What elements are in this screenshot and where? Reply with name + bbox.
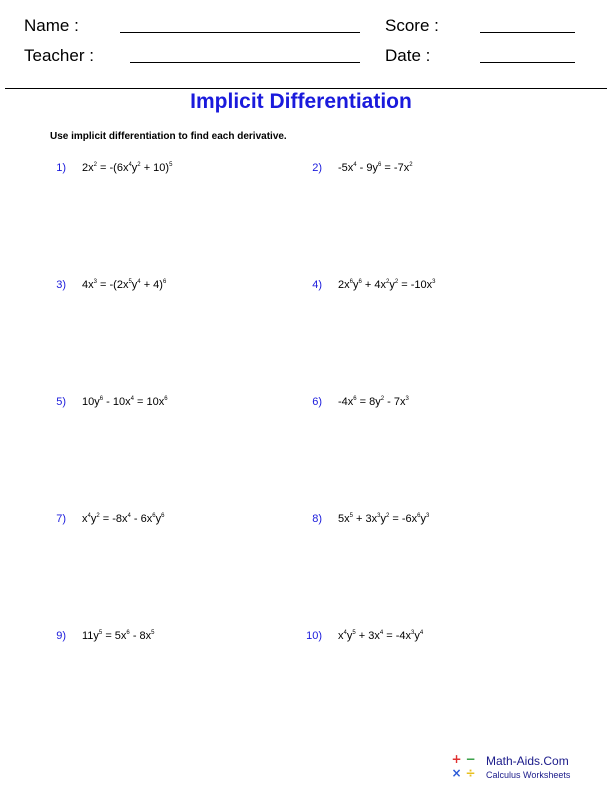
problem-equation: $11y^5 = 5x^6 - 8x^5$ <box>82 630 155 642</box>
problem-equation: $2x^6y^6 + 4x^2y^2 = -10x^3$ <box>338 279 436 291</box>
problem-equation: $x^4y^5 + 3x^4 = -4x^3y^4$ <box>338 630 424 642</box>
logo-name: Math-Aids.Com <box>486 754 569 768</box>
teacher-label: Teacher : <box>24 46 94 65</box>
problem-number: 1) <box>56 162 66 174</box>
problem-number: 8) <box>312 513 322 525</box>
problem-equation: $5x^5 + 3x^3y^2 = -6x^6y^3$ <box>338 513 430 525</box>
problem-number: 6) <box>312 396 322 408</box>
problem-number: 2) <box>312 162 322 174</box>
math-aids-logo <box>450 753 610 785</box>
problem-number: 9) <box>56 630 66 642</box>
divide-icon: ÷ <box>465 766 476 780</box>
times-icon: × <box>451 766 462 780</box>
teacher-line <box>130 62 360 63</box>
date-line <box>480 62 575 63</box>
logo-subtitle: Calculus Worksheets <box>486 770 571 780</box>
plus-icon: + <box>451 752 462 766</box>
problem-number: 3) <box>56 279 66 291</box>
problem-equation: $x^4y^2 = -8x^4 - 6x^6y^6$ <box>82 513 165 525</box>
minus-icon: − <box>465 752 476 766</box>
name-label: Name : <box>24 16 79 35</box>
score-line <box>480 32 575 33</box>
problem-equation: $10y^6 - 10x^4 = 10x^6$ <box>82 396 168 408</box>
problem-equation: $-5x^4 - 9y^6 = -7x^2$ <box>338 162 413 174</box>
logo-symbol-grid <box>450 753 478 781</box>
problem-number: 10) <box>306 630 322 642</box>
name-line <box>120 32 360 33</box>
page-title: Implicit Differentiation <box>190 90 412 113</box>
problem-equation: $-4x^6 = 8y^2 - 7x^3$ <box>338 396 409 408</box>
problem-equation: $2x^2 = -(6x^4y^2 + 10)^5$ <box>82 162 173 174</box>
score-label: Score : <box>385 16 439 35</box>
problem-number: 4) <box>312 279 322 291</box>
instructions: Use implicit differentiation to find each derivative. <box>50 131 287 142</box>
date-label: Date : <box>385 46 431 65</box>
problem-equation: $4x^3 = -(2x^5y^4 + 4)^6$ <box>82 279 167 291</box>
problem-number: 7) <box>56 513 66 525</box>
header-divider <box>5 88 607 89</box>
problem-number: 5) <box>56 396 66 408</box>
